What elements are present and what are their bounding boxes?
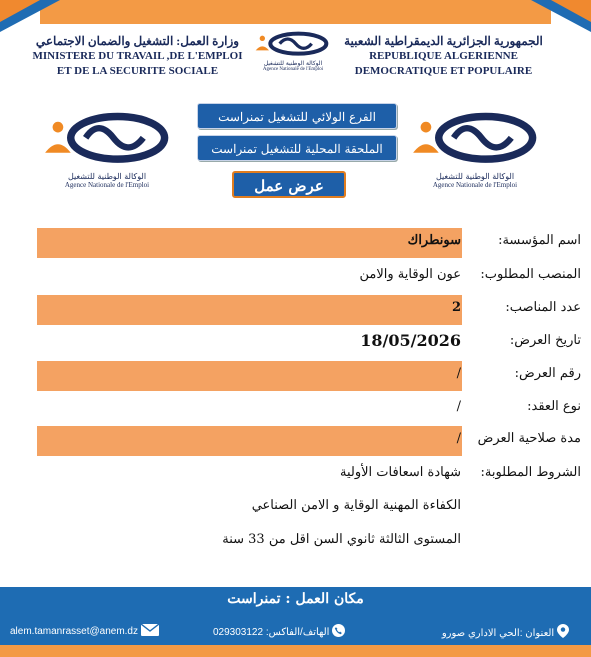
count-value: 2 <box>451 300 461 315</box>
date-label: تاريخ العرض: <box>509 333 581 348</box>
count-row <box>0 295 591 325</box>
validity-value: / <box>456 431 461 446</box>
contract-value: / <box>456 399 461 414</box>
field-highlight-bar <box>37 361 462 391</box>
footer-address-text: العنوان :الحي الاداري صورو <box>441 628 555 639</box>
envelope-icon <box>141 624 159 636</box>
field-highlight-bar <box>37 295 462 325</box>
footer-email <box>10 624 159 637</box>
top-right-corner-decor-inner <box>551 0 591 22</box>
contract-row <box>0 394 591 424</box>
footer-email-text: alem.tamanrasset@anem.dz <box>10 626 138 637</box>
republic-name-fr-2: DEMOCRATIQUE ET POPULAIRE <box>354 65 533 77</box>
top-decor-band <box>40 0 551 24</box>
position-value: عون الوقاية والامن <box>359 267 461 282</box>
anem-logo-left <box>42 110 172 189</box>
phone-icon <box>332 624 345 637</box>
ministry-name-fr-2: ET DE LA SECURITE SOCIALE <box>56 65 219 77</box>
top-left-corner-decor-inner <box>0 0 40 22</box>
anem-logo-small <box>248 30 338 72</box>
annex-banner: الملحقة المحلية للتشغيل تمنراست <box>197 135 397 161</box>
logo-small-name-ar: الوكالة الوطنية للتشغيل <box>263 60 323 67</box>
footer-phone-text: الهاتف/الفاكس: 029303122 <box>213 627 330 638</box>
condition-item: شهادة اسعافات الأولية <box>339 465 461 480</box>
field-highlight-bar <box>37 426 462 456</box>
validity-row <box>0 426 591 456</box>
location-pin-icon <box>557 624 569 638</box>
branch-banner: الفرع الولائي للتشغيل تمنراست <box>197 103 397 129</box>
ministry-name-fr-1: MINISTERE DU TRAVAIL ,DE L'EMPLOI <box>32 50 243 62</box>
footer-address <box>442 624 569 639</box>
anem-logo-icon <box>253 30 333 60</box>
position-label: المنصب المطلوب: <box>480 267 581 282</box>
ministry-header <box>30 34 245 79</box>
field-highlight-bar <box>37 228 462 258</box>
date-value: 18/05/2026 <box>360 331 461 350</box>
logo-left-name-ar: الوكالة الوطنية للتشغيل <box>67 172 147 181</box>
ministry-name-ar: وزارة العمل: التشغيل والضمان الاجتماعي <box>35 34 240 48</box>
position-row <box>0 262 591 292</box>
date-row <box>0 328 591 358</box>
company-row <box>0 228 591 258</box>
logo-small-name-fr: Agence Nationale de l'Emploi <box>262 67 324 72</box>
republic-header <box>341 34 546 79</box>
condition-item: المستوى الثالثة ثانوي السن اقل من 33 سنة <box>222 532 461 547</box>
republic-name-ar: الجمهورية الجزائرية الديمقراطية الشعبية <box>344 34 543 48</box>
count-label: عدد المناصب: <box>505 300 581 315</box>
company-label: اسم المؤسسة: <box>498 233 581 248</box>
offer-number-row <box>0 361 591 391</box>
logo-right-name-ar: الوكالة الوطنية للتشغيل <box>435 172 515 181</box>
condition-item: الكفاءة المهنية الوقاية و الامن الصناعي <box>251 498 461 513</box>
anem-logo-icon <box>43 110 171 172</box>
republic-name-fr-1: REPUBLIQUE ALGERIENNE <box>369 50 518 62</box>
validity-label: مدة صلاحية العرض <box>477 431 581 446</box>
offer-number-value: / <box>456 366 461 381</box>
footer-decor-band <box>0 645 591 657</box>
footer-phone <box>213 624 345 638</box>
anem-logo-icon <box>411 110 539 172</box>
work-place: مكان العمل : تمنراست <box>227 591 364 607</box>
offer-number-label: رقم العرض: <box>514 366 581 381</box>
anem-logo-right <box>410 110 540 189</box>
job-offer-title: عرض عمل <box>232 171 346 198</box>
company-value: سونطراك <box>407 233 461 248</box>
contract-label: نوع العقد: <box>527 399 581 414</box>
logo-right-name-fr: Agence Nationale de l'Emploi <box>432 181 518 189</box>
conditions-label: الشروط المطلوبة: <box>480 465 581 480</box>
logo-left-name-fr: Agence Nationale de l'Emploi <box>64 181 150 189</box>
conditions-row <box>0 460 591 490</box>
